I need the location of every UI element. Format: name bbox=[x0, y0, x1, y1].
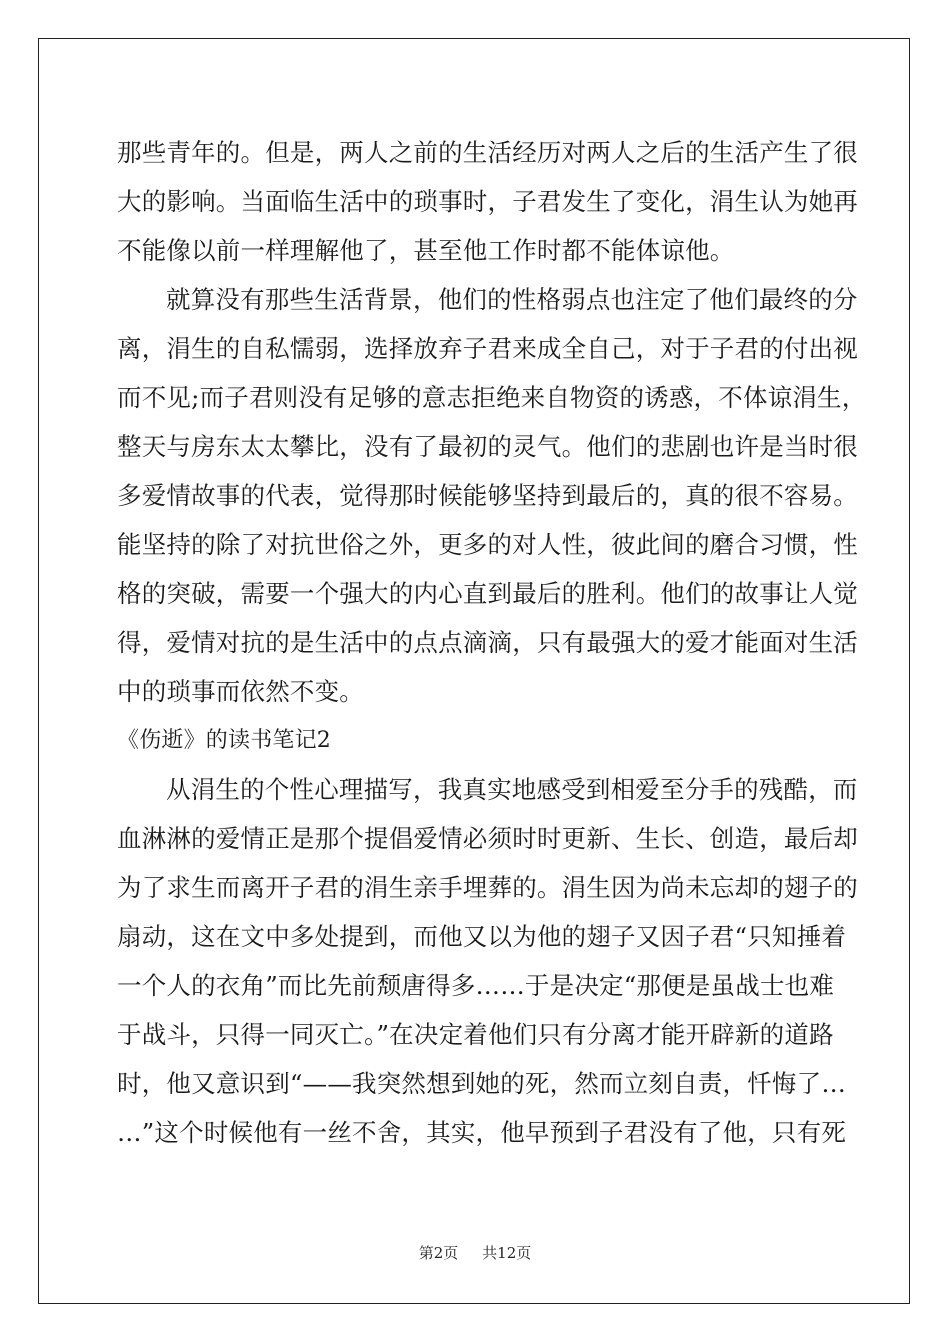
text-line: 不能像以前一样理解他了，甚至他工作时都不能体谅他。 bbox=[117, 236, 735, 265]
page-footer bbox=[0, 1243, 950, 1263]
paragraph-2 bbox=[117, 275, 867, 716]
text-line: 时，他又意识到“——我突然想到她的死，然而立刻自责，忏悔了… bbox=[117, 1069, 847, 1098]
text-line: 能坚持的除了对抗世俗之外，更多的对人性，彼此间的磨合习惯，性 bbox=[117, 530, 858, 559]
text-line: 得，爱情对抗的是生活中的点点滴滴，只有最强大的爱才能面对生活 bbox=[117, 628, 858, 657]
text-line: …”这个时候他有一丝不舍，其实，他早预到子君没有了他，只有死 bbox=[117, 1118, 847, 1147]
text-line: 一个人的衣角”而比先前颓唐得多……于是决定“那便是虽战士也难 bbox=[117, 971, 835, 1000]
footer-spacer bbox=[463, 1244, 477, 1262]
paragraph-1 bbox=[117, 128, 858, 275]
section-title: 《伤逝》的读书笔记2 bbox=[117, 728, 331, 753]
text-line: 血淋淋的爱情正是那个提倡爱情必须时时更新、生长、创造，最后却 bbox=[117, 824, 858, 853]
text-line: 扇动，这在文中多处提到，而他又以为他的翅子又因子君“只知捶着 bbox=[117, 922, 847, 951]
text-line: 就算没有那些生活背景，他们的性格弱点也注定了他们最终的分 bbox=[166, 285, 858, 314]
text-line: 从涓生的个性心理描写，我真实地感受到相爱至分手的残酷，而 bbox=[166, 775, 858, 804]
text-line: 为了求生而离开子君的涓生亲手埋葬的。涓生因为尚未忘却的翅子的 bbox=[117, 873, 858, 902]
text-line: 那些青年的。但是，两人之前的生活经历对两人之后的生活产生了很 bbox=[117, 138, 858, 167]
text-line: 离，涓生的自私懦弱，选择放弃子君来成全自己，对于子君的付出视 bbox=[117, 334, 858, 363]
text-line: 而不见;而子君则没有足够的意志拒绝来自物资的诱惑，不体谅涓生， bbox=[117, 383, 867, 412]
text-line: 格的突破，需要一个强大的内心直到最后的胜利。他们的故事让人觉 bbox=[117, 579, 858, 608]
text-line: 多爱情故事的代表，觉得那时候能够坚持到最后的，真的很不容易。 bbox=[117, 481, 858, 510]
text-line: 大的影响。当面临生活中的琐事时，子君发生了变化，涓生认为她再 bbox=[117, 187, 858, 216]
document-body bbox=[117, 128, 867, 1157]
text-line: 整天与房东太太攀比，没有了最初的灵气。他们的悲剧也许是当时很 bbox=[117, 432, 858, 461]
paragraph-3 bbox=[117, 765, 858, 1157]
page-number: 第2页 bbox=[418, 1244, 459, 1262]
total-pages: 共12页 bbox=[482, 1244, 532, 1262]
text-line: 于战斗，只得一同灭亡。”在决定着他们只有分离才能开辟新的道路 bbox=[117, 1020, 834, 1049]
text-line: 中的琐事而依然不变。 bbox=[117, 677, 364, 706]
